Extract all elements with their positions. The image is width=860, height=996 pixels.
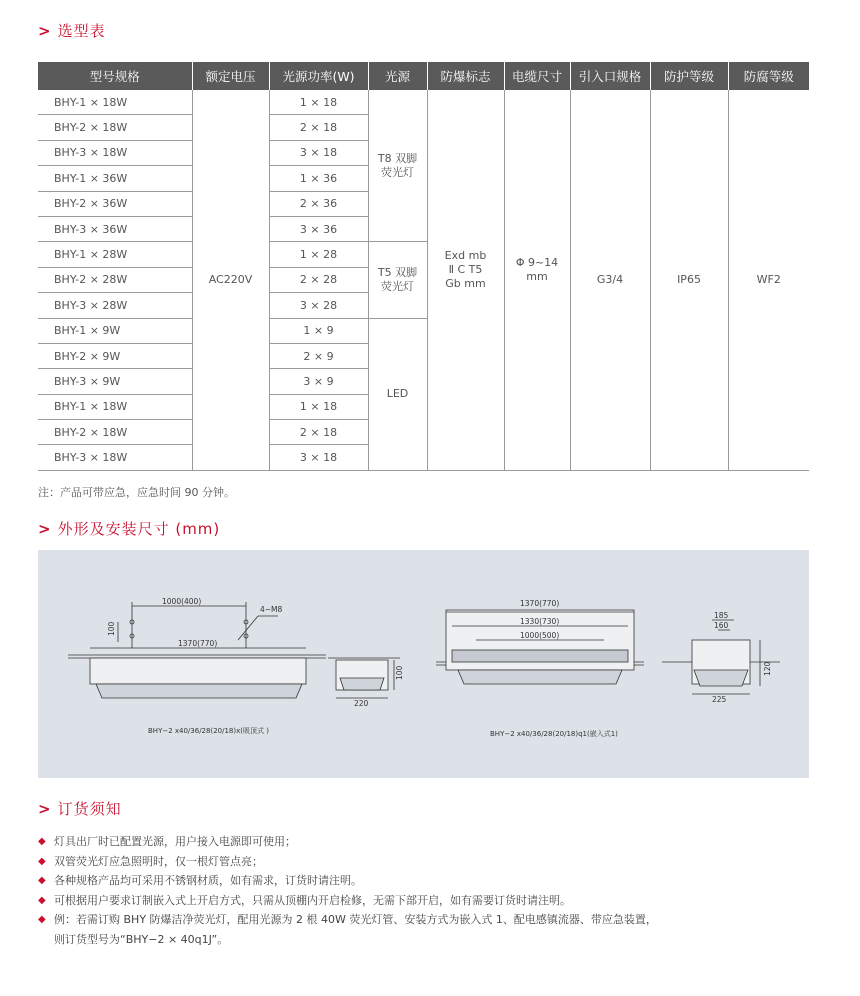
cell-power: 3 × 36 (269, 216, 368, 241)
cell-power: 1 × 9 (269, 318, 368, 343)
list-item (38, 871, 818, 891)
chevron-right-icon: > (38, 22, 52, 40)
cell-power: 2 × 18 (269, 115, 368, 140)
right-side-width: 225 (712, 695, 727, 704)
cell-ex-mark: Exd mb Ⅱ C T5 Gb mm (427, 90, 504, 470)
dimension-drawings (38, 550, 809, 778)
cell-model: BHY-1 × 36W (38, 166, 192, 191)
selection-table (38, 62, 809, 471)
cell-power: 2 × 18 (269, 420, 368, 445)
list-item (38, 910, 818, 949)
notice-text: 例：若需订购 BHY 防爆洁净荧光灯，配用光源为 2 根 40W 荧光灯管、安装方式为嵌入式 1、配电感镇流器、带应急装置， 则订货型号为“BHY−2 × 40q1J”。 (54, 913, 657, 946)
cell-power: 2 × 36 (269, 191, 368, 216)
right-side-inner: 160 (714, 621, 729, 630)
ordering-notice-list (38, 832, 818, 949)
dimension-drawing-panel (38, 550, 809, 778)
list-item (38, 891, 818, 911)
cell-model: BHY-3 × 28W (38, 293, 192, 318)
cell-model: BHY-3 × 36W (38, 216, 192, 241)
cell-power: 3 × 18 (269, 445, 368, 470)
diamond-bullet-icon: ◆ (38, 875, 46, 886)
cell-power: 3 × 18 (269, 140, 368, 165)
cell-light-source: LED (368, 318, 427, 470)
left-dim-length: 1370(770) (178, 639, 218, 648)
cell-model: BHY-2 × 18W (38, 115, 192, 140)
cell-light-source: T5 双脚 荧光灯 (368, 242, 427, 318)
diamond-bullet-icon: ◆ (38, 855, 46, 867)
cell-power: 3 × 9 (269, 369, 368, 394)
cell-model: BHY-2 × 18W (38, 420, 192, 445)
notice-text: 各种规格产品均可采用不锈钢材质，如有需求，订货时请注明。 (54, 874, 362, 887)
cell-power: 1 × 18 (269, 394, 368, 419)
diamond-bullet-icon: ◆ (38, 914, 46, 925)
chevron-right-icon: > (38, 800, 52, 818)
cell-model: BHY-2 × 36W (38, 191, 192, 216)
right-dim3: 1000(500) (520, 631, 560, 640)
section-title-dimensions (38, 518, 220, 539)
cell-power: 1 × 28 (269, 242, 368, 267)
left-side-height: 100 (395, 665, 404, 680)
list-item (38, 832, 818, 852)
header-ip: 防护等级 (650, 62, 728, 90)
header-model: 型号规格 (38, 62, 192, 90)
notice-text: 双管荧光灯应急照明时，仅一根灯管点亮； (54, 854, 263, 868)
table-row (38, 90, 809, 115)
cell-model: BHY-3 × 18W (38, 445, 192, 470)
left-caption: BHY−2 x40/36/28(20/18)x(吸顶式 ) (148, 727, 269, 735)
header-voltage: 额定电压 (192, 62, 269, 90)
cell-ip: IP65 (650, 90, 728, 470)
table-note: 注：产品可带应急，应急时间 90 分钟。 (38, 486, 235, 499)
table-header-row (38, 62, 809, 90)
cell-voltage: AC220V (192, 90, 269, 470)
left-dim-top: 1000(400) (162, 597, 202, 606)
header-wf: 防腐等级 (728, 62, 809, 90)
section-title-text: 选型表 (57, 22, 106, 40)
diamond-bullet-icon: ◆ (38, 894, 46, 906)
left-bolt-label: 4−M8 (260, 605, 283, 614)
cell-model: BHY-1 × 28W (38, 242, 192, 267)
cell-light-source: T8 双脚 荧光灯 (368, 90, 427, 242)
cell-power: 1 × 36 (269, 166, 368, 191)
right-caption: BHY−2 x40/36/28(20/18)q1(嵌入式1) (490, 730, 618, 738)
section-title-text: 订货须知 (57, 800, 122, 818)
notice-text: 灯具出厂时已配置光源，用户接入电源即可使用； (54, 835, 296, 848)
section-title-ordering (38, 798, 122, 819)
cell-power: 3 × 28 (269, 293, 368, 318)
right-side-height: 120 (763, 661, 772, 676)
header-power: 光源功率(W) (269, 62, 368, 90)
cell-model: BHY-3 × 18W (38, 140, 192, 165)
recessed-drawing (436, 610, 780, 694)
left-side-width: 220 (354, 699, 369, 708)
section-title-text: 外形及安装尺寸 (mm) (57, 520, 221, 538)
cell-entry: G3/4 (570, 90, 650, 470)
cell-power: 2 × 28 (269, 267, 368, 292)
notice-text: 可根据用户要求订制嵌入式上开启方式，只需从顶棚内开启检修，无需下部开启，如有需要订货时请注明。 (54, 893, 571, 907)
section-title-selection (38, 20, 106, 41)
diamond-bullet-icon: ◆ (38, 836, 46, 847)
left-dim-height: 100 (107, 621, 116, 636)
list-item (38, 852, 818, 872)
cell-model: BHY-2 × 28W (38, 267, 192, 292)
cell-model: BHY-1 × 18W (38, 90, 192, 115)
header-ex-mark: 防爆标志 (427, 62, 504, 90)
right-dim1: 1370(770) (520, 599, 560, 608)
surface-mount-drawing (68, 602, 400, 698)
right-side-top: 185 (714, 611, 729, 620)
cell-model: BHY-1 × 9W (38, 318, 192, 343)
cell-cable: Φ 9~14 mm (504, 90, 570, 470)
cell-power: 2 × 9 (269, 343, 368, 368)
cell-wf: WF2 (728, 90, 809, 470)
cell-model: BHY-2 × 9W (38, 343, 192, 368)
header-cable: 电缆尺寸 (504, 62, 570, 90)
cell-model: BHY-1 × 18W (38, 394, 192, 419)
header-source: 光源 (368, 62, 427, 90)
cell-model: BHY-3 × 9W (38, 369, 192, 394)
cell-power: 1 × 18 (269, 90, 368, 115)
header-entry: 引入口规格 (570, 62, 650, 90)
chevron-right-icon: > (38, 520, 52, 538)
right-dim2: 1330(730) (520, 617, 560, 626)
